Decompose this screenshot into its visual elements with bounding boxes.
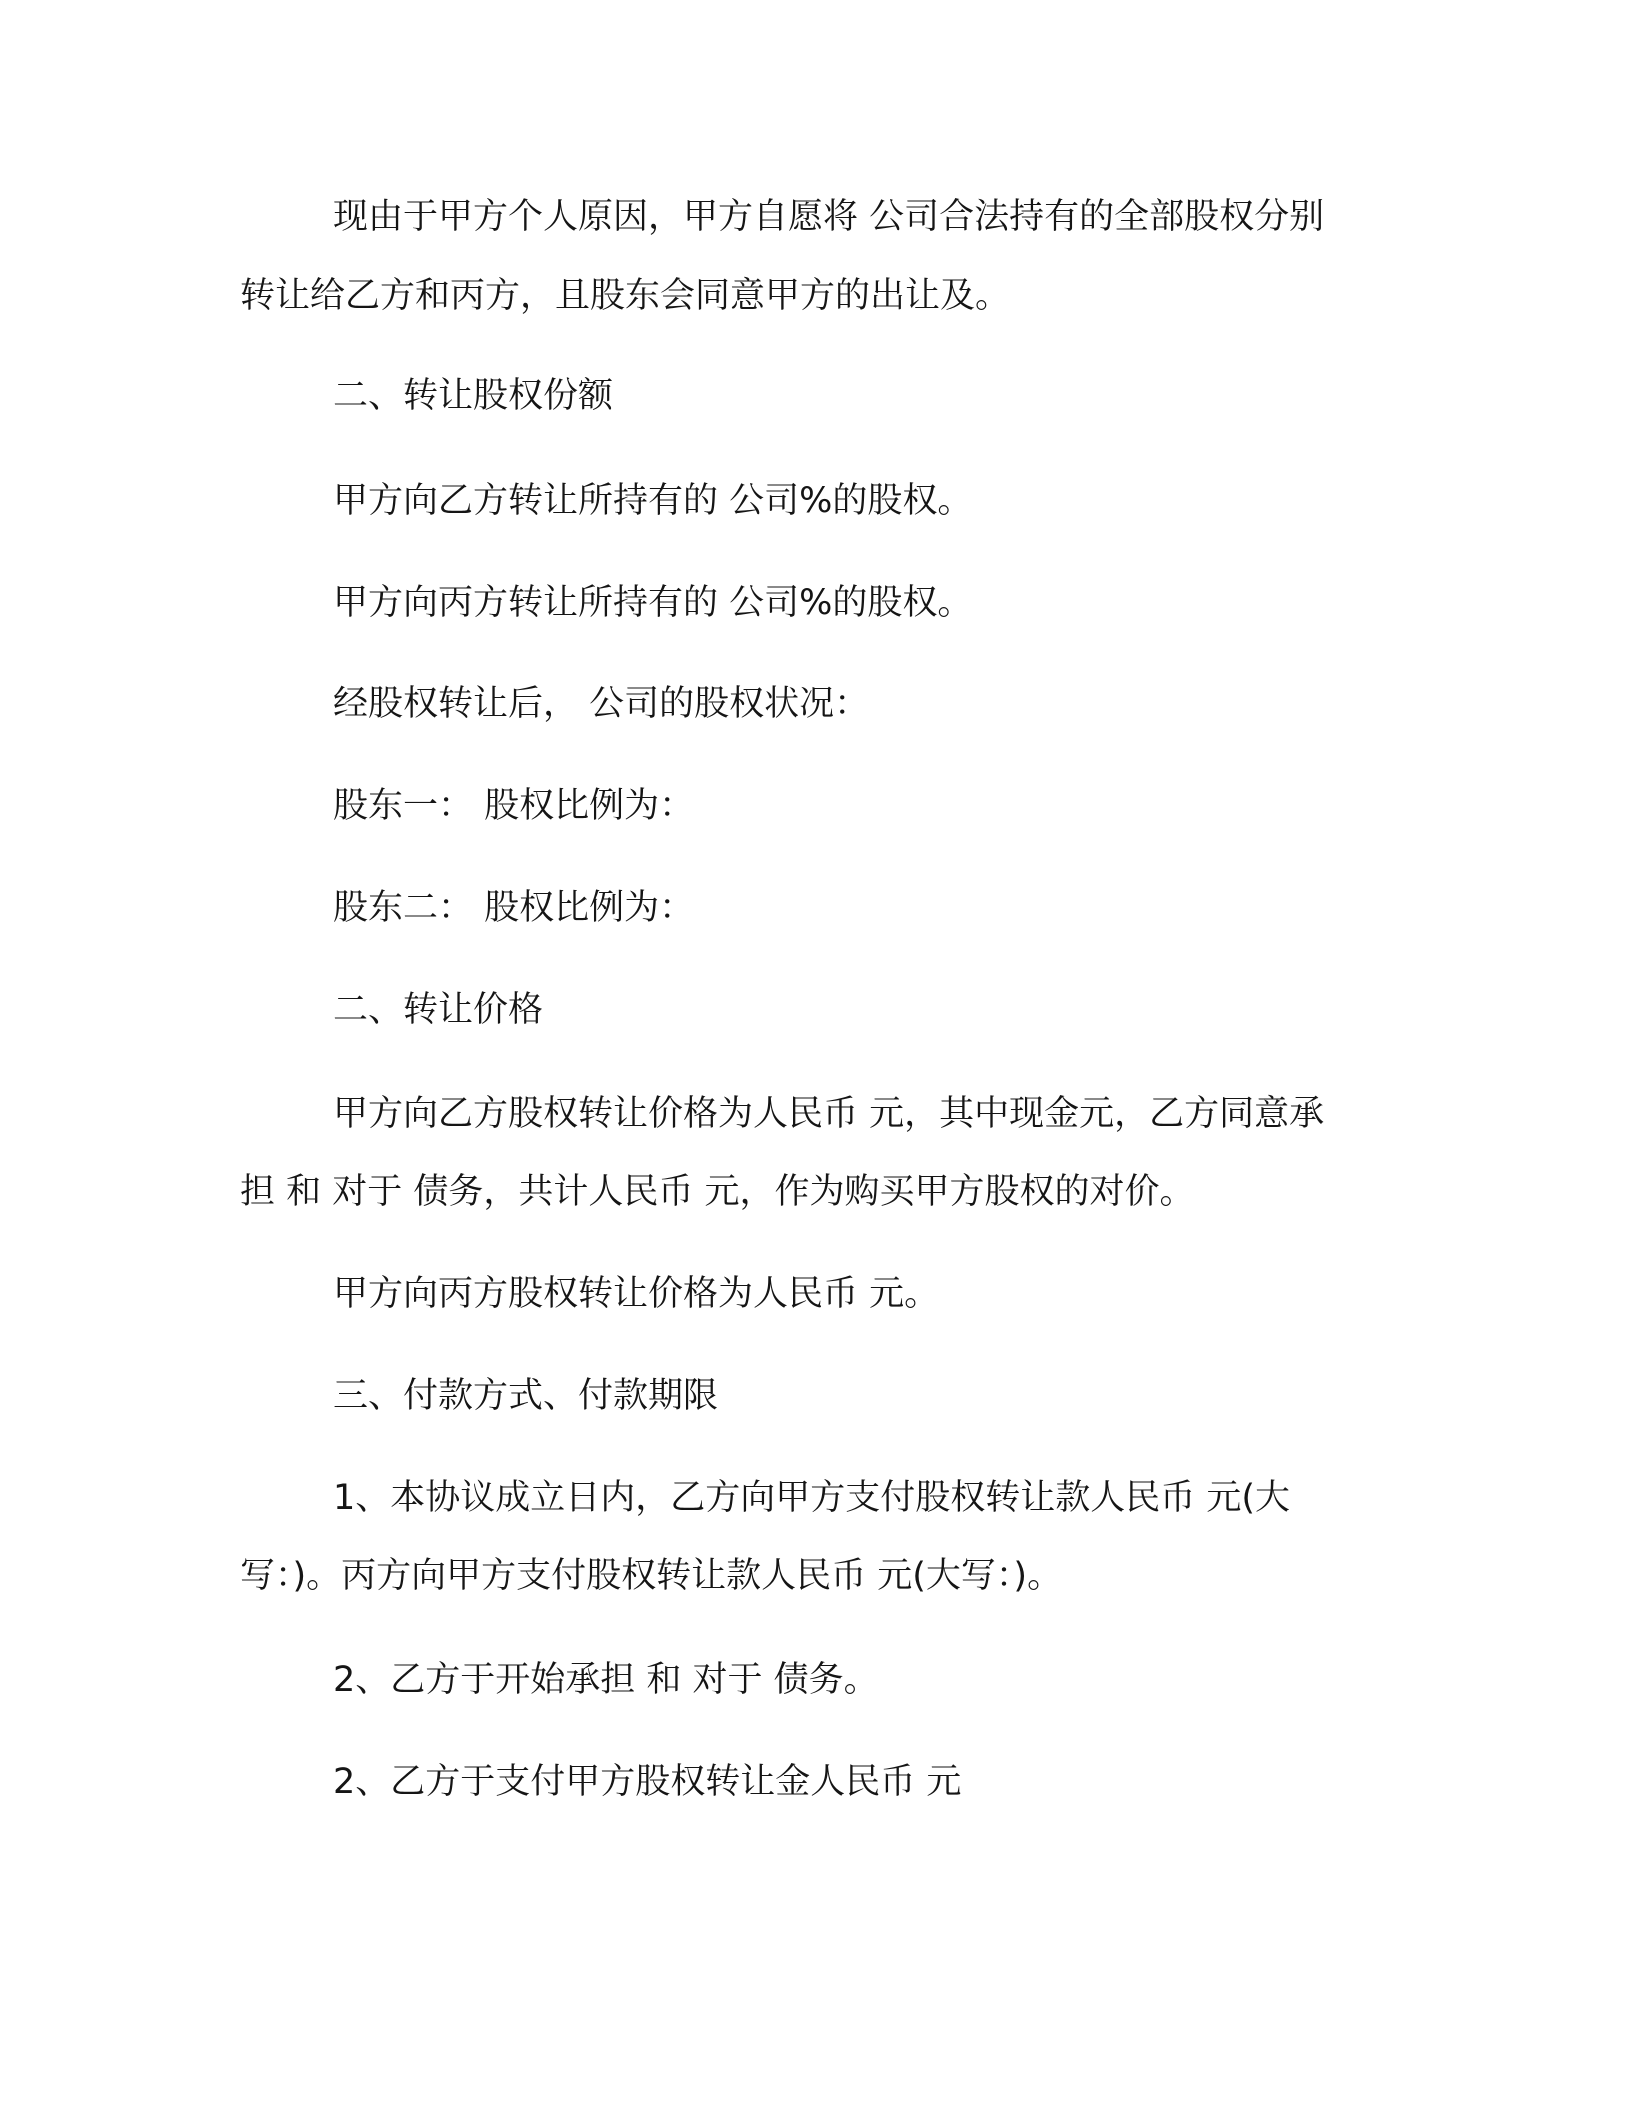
paragraph-post-transfer-status: 经股权转让后， 公司的股权状况： — [333, 684, 870, 724]
paragraph-shareholder-two: 股东二： 股权比例为： — [333, 888, 695, 928]
paragraph-transfer-reason-cont: 转让给乙方和丙方，且股东会同意甲方的出让及。 — [240, 276, 1011, 316]
paragraph-payment-item-1: 1、本协议成立日内，乙方向甲方支付股权转让款人民币 元(大 — [333, 1478, 1291, 1518]
paragraph-share-to-yi: 甲方向乙方转让所持有的 公司%的股权。 — [333, 481, 973, 521]
paragraph-share-to-bing: 甲方向丙方转让所持有的 公司%的股权。 — [333, 583, 973, 623]
paragraph-price-bing: 甲方向丙方股权转让价格为人民币 元。 — [333, 1274, 940, 1314]
paragraph-price-yi: 甲方向乙方股权转让价格为人民币 元，其中现金元，乙方同意承 — [333, 1094, 1325, 1134]
paragraph-transfer-reason: 现由于甲方个人原因，甲方自愿将 公司合法持有的全部股权分别 — [333, 197, 1325, 237]
section-heading-transfer-price: 二、转让价格 — [333, 990, 544, 1030]
paragraph-price-yi-cont: 担 和 对于 债务，共计人民币 元，作为购买甲方股权的对价。 — [240, 1172, 1195, 1212]
paragraph-payment-item-2a: 2、乙方于开始承担 和 对于 债务。 — [333, 1660, 879, 1700]
paragraph-payment-item-2b: 2、乙方于支付甲方股权转让金人民币 元 — [333, 1762, 962, 1802]
section-heading-payment: 三、付款方式、付款期限 — [333, 1376, 719, 1416]
paragraph-payment-item-1-cont: 写：)。丙方向甲方支付股权转让款人民币 元(大写：)。 — [240, 1556, 1063, 1596]
section-heading-share-amount: 二、转让股权份额 — [333, 376, 614, 416]
paragraph-shareholder-one: 股东一： 股权比例为： — [333, 786, 695, 826]
